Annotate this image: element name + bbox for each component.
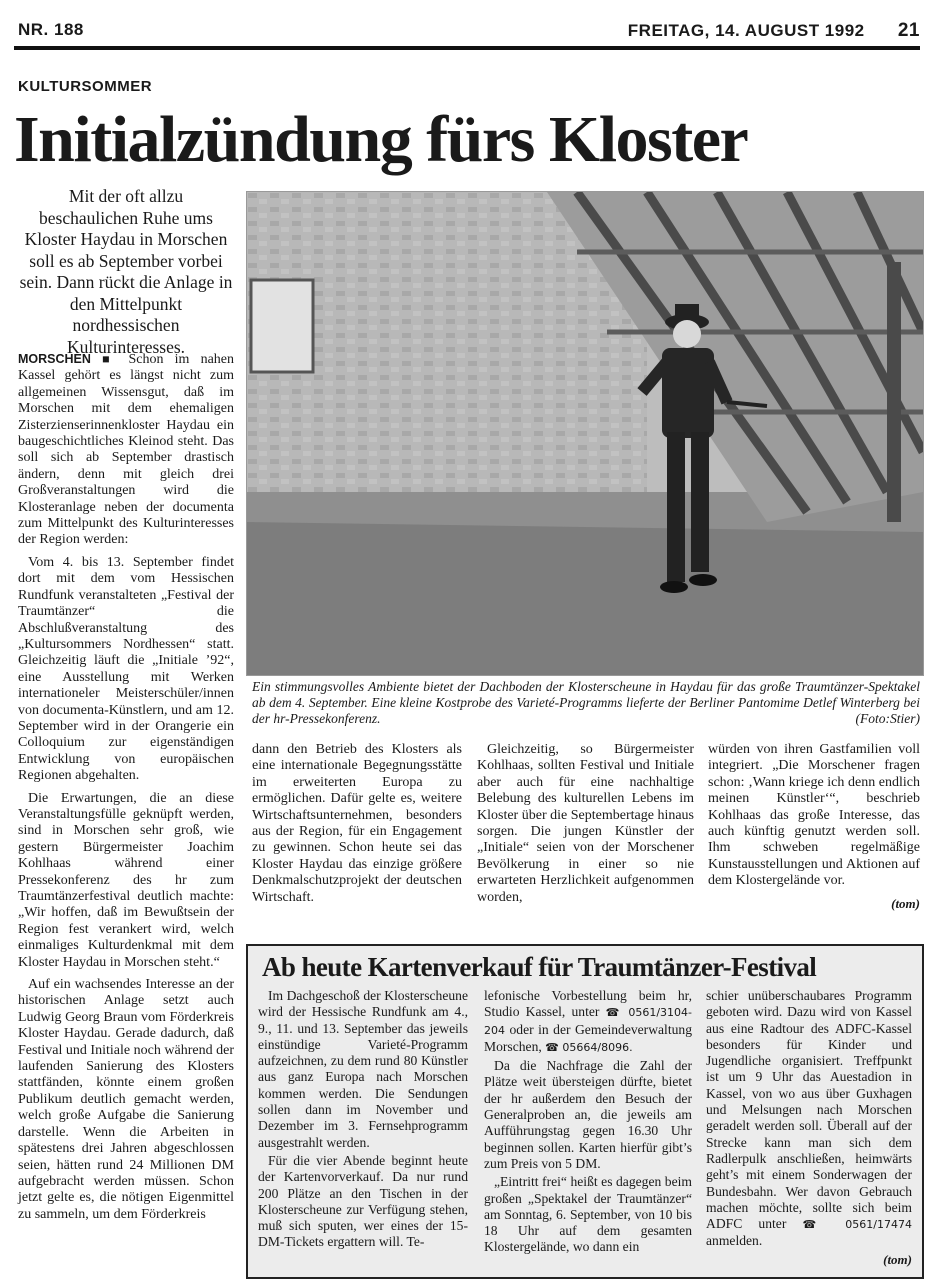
paragraph: Vom 4. bis 13. September findet dort mit dem vom Hessischen Rundfunk veranstalteten „Festival der Traumtänzer“ die Abschlußveranstaltung des „Kultursommers Nordhessen“ statt. Gleichzeitig läuft die „Initiale ’92“, eine Ausstellung mit Werken internationeler Meisterschüler/innen von documenta-Künstlern, und am 12. September wird in der Orangerie ein Colloquium zur eigenständigen Entwicklung von europäischen Regionen abgehalten. <box>18 554 234 784</box>
box-headline: Ab heute Kartenverkauf für Traumtänzer-Festival <box>262 952 817 982</box>
article-column-1 <box>18 351 234 1229</box>
phone-number: ☎ 0561/3104-204 <box>484 1006 692 1037</box>
box-signature: (tom) <box>883 1251 912 1267</box>
paragraph: „Eintritt frei“ heißt es dagegen beim großen „Spektakel der Traumtänzer“ am Sonntag, 6. September, von 10 bis 18 Uhr auf dem gesamten Klostergelände, wo dann ein <box>484 1174 692 1255</box>
phone-number: ☎ 05664/8096. <box>545 1040 633 1054</box>
paragraph: Auf ein wachsendes Interesse an der historischen Anlage setzt auch Ludwig Georg Braun vom Förderkreis Kloster Haydau. Gerade dadurch, daß Festival und Initiale noch während der laufenden Sanierung des Klosters stattfänden, könnte einem großen Publikum deutlich gemacht werden, welch große Aufgabe die Sanierung darstelle. Wenn die Arbeiten in spätestens drei Jahren abgeschlossen seien, hätten rund 24 Millionen DM aufgebracht werden müssen. Schon jetzt gelte es, die nötigen Eigenmittel zu sammeln, um dem Förderkreis <box>18 977 234 1222</box>
masthead-right <box>628 20 920 42</box>
section-kicker: KULTURSOMMER <box>18 78 153 95</box>
page-number: 21 <box>897 20 920 41</box>
article-column-2 <box>252 742 462 912</box>
article-column-3 <box>477 742 694 912</box>
paragraph: Die Erwartungen, die an diese Veranstaltungsfülle geknüpft werden, sind in Morschen sehr groß, wie gestern Bürgermeister Joachim Kohlhaas während einer Pressekonferenz des hr zum Traumtänzerfestival deutlich machte: „Wir hoffen, daß im Bewußtsein der Region fest verankert wird, welch einmaliges Kulturdenkmal mit dem Kloster Haydau in Morschen steht.“ <box>18 790 234 970</box>
intro-paragraph: Mit der oft allzu beschaulichen Ruhe ums Kloster Haydau in Morschen soll es ab September vorbei sein. Dann rückt die Anlage in den Mittelpunkt nordhessischen Kulturinteresses. <box>19 186 233 357</box>
photo-caption <box>252 679 920 727</box>
article-column-4 <box>708 742 920 912</box>
paragraph-text: schier unüberschaubares Programm geboten wird. Dazu wird von Kassel aus eine Radtour des ADFC-Kassel besonders für Kinder und Jugendliche organisiert. Treffpunkt ist um 9 Uhr das Auestadion in Kassel, von wo aus über Guxhagen und Melsungen nach Morschen geradelt werden soll. Überall auf der Strecke kann man sich dem Radlerpulk anschließen, heimwärts geht’s mit einem Sonderwagen der Bundesbahn. Wer davon Gebrauch machen möchte, sollte sich beim ADFC unter <box>706 988 912 1232</box>
paragraph-text: anmelden. <box>706 1233 763 1249</box>
box-column-1 <box>258 988 468 1253</box>
masthead-rule <box>14 46 920 50</box>
headline: Initialzündung fürs Kloster <box>14 103 748 176</box>
paragraph: Gleichzeitig, so Bürgermeister Kohlhaas, sollten Festival und Initiale aber auch für eine nachhaltige Belebung des kulturellen Lebens im Kloster über die Septembertage hinaus sorgen. Die jungen Künstler der „Initiale“ seien von der Morschener Bevölkerung in einer so nie erwarteten Herzlichkeit aufgenommen worden, <box>477 742 694 905</box>
paragraph: würden von ihren Gastfamilien voll integriert. „Die Morschener fragen schon: ‚Wann kriege ich denn endlich meinen Künstler‘“, beschrieb Kohlhaas das große Interesse, das auch künftig genutzt werden soll. Ihm schweben regelmäßige Kunstausstellungen und Aktionen auf dem Klostergelände vor. <box>708 742 920 889</box>
paragraph: Da die Nachfrage die Zahl der Plätze weit übersteigen dürfte, bietet der hr außerdem den Besuch der Generalproben an, die jeweils am Aufführungstag gegen 16.30 Uhr beginnen sollen. Karten hierfür gibt’s zum Preis von 5 DM. <box>484 1058 692 1171</box>
masthead <box>18 18 920 46</box>
article-photo <box>246 191 924 676</box>
ticket-info-box <box>246 944 924 1279</box>
paragraph-text: lefonische Vorbestellung beim hr, Studio Kassel, unter <box>484 988 692 1020</box>
paragraph-text: Schon im nahen Kassel gehört es längst nicht zum allgemeinen Wissensgut, daß im Morschen mit dem ehemaligen Zisterzienserinnenkloster Haydau ein baugeschichtliches Kleinod steht. Das soll sich ab September drastisch ändern, denn mit gleich drei Großveranstaltungen wird die Klosteranlage neben der documenta zum Mittelpunkt des Kulturinteresses der Region werden: <box>18 352 234 548</box>
attic-performer-photo <box>247 192 923 675</box>
paragraph <box>484 988 692 1056</box>
paragraph: Im Dachgeschoß der Klosterscheune wird der Hessische Rundfunk am 4., 9., 11. und 13. September das jeweils einstündige Varieté-Programm aufzeichnen, zu dem rund 80 Künstler aus ganz Europa nach Morschen kommen werden. Die Sendungen sollen dann im November und Dezember im 3. Fernsehprogramm ausgestrahlt werden. <box>258 988 468 1150</box>
box-column-2 <box>484 988 692 1258</box>
dateline: MORSCHEN ■ <box>18 352 118 366</box>
issue-number: NR. 188 <box>18 20 84 39</box>
paragraph <box>18 351 234 549</box>
issue-date: FREITAG, 14. AUGUST 1992 <box>627 21 865 40</box>
caption-text: Ein stimmungsvolles Ambiente bietet der Dachboden der Klosterscheune in Haydau für das große Traumtänzer-Spektakel ab dem 4. September. Eine kleine Kostprobe des Varieté-Programms lieferte der Berliner Pantomime Detlef Winterberg bei der hr-Pressekonferenz. <box>252 679 920 726</box>
photo-credit: (Foto:Stier) <box>855 711 920 726</box>
paragraph-text: oder in der Gemeindeverwaltung Morschen, <box>484 1021 693 1054</box>
phone-number: ☎ 0561/17474 <box>802 1218 912 1232</box>
paragraph <box>706 988 912 1250</box>
author-signature: (tom) <box>891 895 920 911</box>
box-column-3 <box>706 988 912 1268</box>
paragraph: dann den Betrieb des Klosters als eine internationale Begegnungsstätte im erweiterten Europa zu ermöglichen. Dafür gelte es, weitere Wirtschaftsunternehmen, besonders aus der Region, für ein Engagement zu gewinnen. Schon heute sei das Kloster Haydau das einzige größere Denkmalschutzprojekt der deutschen Wirtschaft. <box>252 742 462 905</box>
paragraph: Für die vier Abende beginnt heute der Kartenvorverkauf. Da nur rund 200 Plätze an den Tischen in der Klosterscheune zur Verfügung stehen, muß sich sputen, wer eines der 15-DM-Tickets ergattern will. Te- <box>258 1152 468 1250</box>
